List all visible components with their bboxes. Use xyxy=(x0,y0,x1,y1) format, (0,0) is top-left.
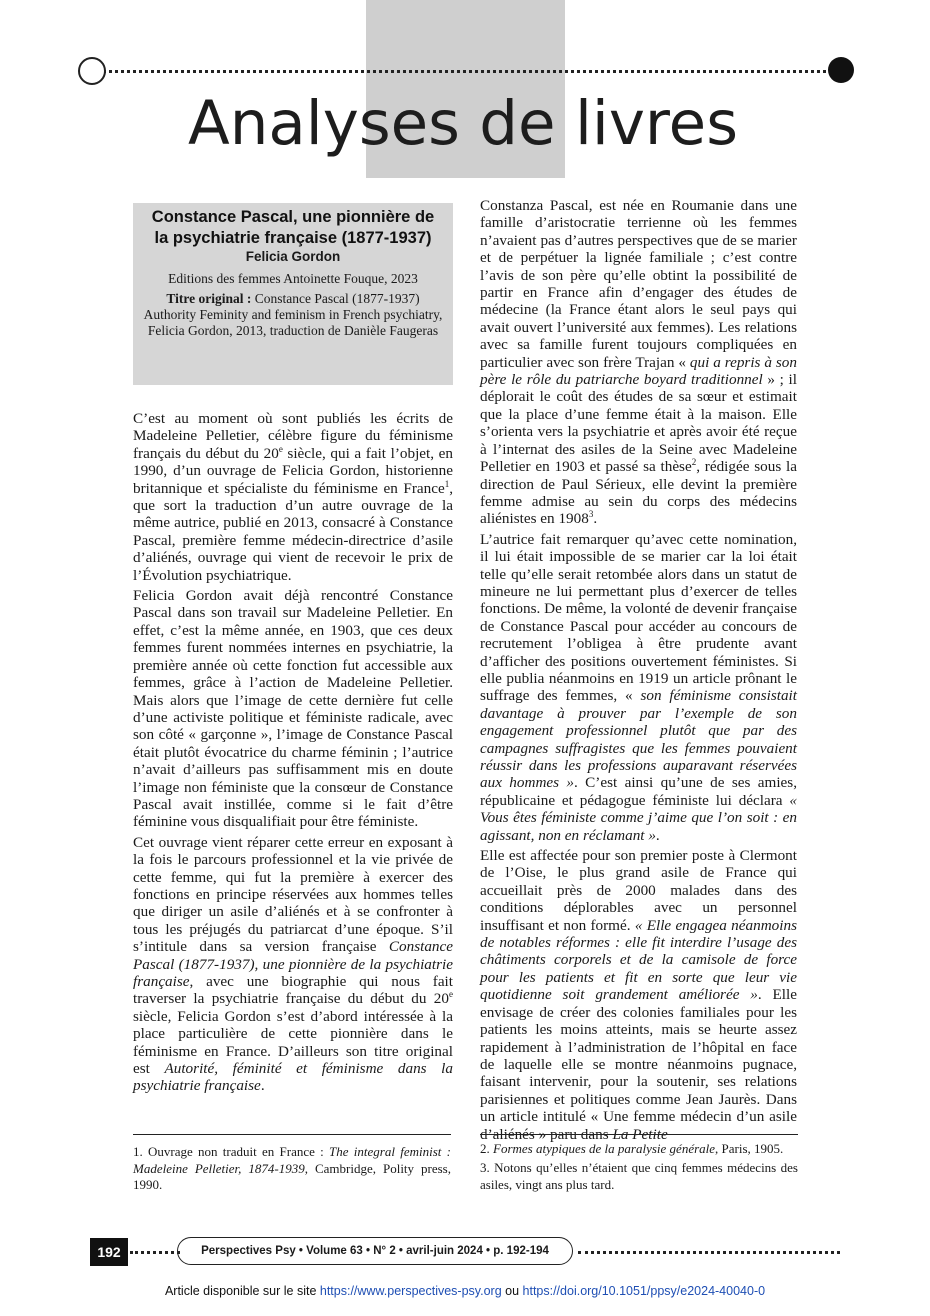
footnote-2: 2. Formes atypiques de la paralysie générale, Paris, 1905. xyxy=(480,1141,784,1156)
article-column-left xyxy=(133,410,453,1098)
paragraph: Constanza Pascal, est née en Roumanie dans une famille d’aristocratie terrienne où les femmes n’avaient pas d’autres perspectives que de se marier et de perpétuer la lignée familiale ; c’est contre l’avis de son père qu’elle obtint la possibilité de partir en France afin d’engager des études de médecine (la France étant alors le seul pays qui avait ouvert l’université aux femmes). Les relations avec sa famille furent toujours compliquées en particulier avec son frère Trajan « qui a repris à son père le rôle du patriarche boyard traditionnel » ; il déplorait le coût des études de sa sœur et estimait que la place d’une femme était à la maison. Elle s’orienta vers la psychiatrie et après avoir été reçue à l’internat des asiles de la Seine avec Madeleine Pelletier en 1903 et passé sa thèse$^2$, rédigée sous la direction de Paul Sérieux, elle devint la première femme admise au sein du corps des médecins aliénistes en 1908$^3$. xyxy=(480,197,798,528)
book-original-title xyxy=(143,291,443,339)
paragraph: C’est au moment où sont publiés les écrits de Madeleine Pelletier, célèbre figure du féminisme français du début du 20e siècle, qui a fait l’objet, en 1990, d’un ouvrage de Felicia Gordon, historienne britannique et spécialiste du féminisme en France$^1$, que sort la traduction d’un autre ouvrage de la même autrice, publié en 2013, consacré à Constance Pascal, première femme médecin-directrice d’asile d’aliénés, ouvrage qui vient de recevoir le prix de l’Évolution psychiatrique. xyxy=(133,410,453,584)
footer-dotted-rule-right xyxy=(578,1251,840,1254)
original-text: Constance Pascal (1877-1937) Authority Feminity and feminism in French psychiatry, Felicia Gordon, 2013, traduction de Danièle Faugeras xyxy=(143,291,443,338)
book-author: Felicia Gordon xyxy=(245,249,341,264)
section-title: Analyses de livres xyxy=(188,88,738,159)
availability-notice: Article disponible sur le site https://www.perspectives-psy.org ou https://doi.org/10.1051/ppsy/e2024-40040-0 xyxy=(164,1284,766,1298)
original-label: Titre original : xyxy=(166,291,252,306)
header-filled-circle xyxy=(828,57,854,83)
paragraph: L’autrice fait remarquer qu’avec cette nomination, il lui était impossible de se marier car la loi était telle qu’elle serait retombée alors dans un statut de mineure ne lui permettant plus d’exercer de telles fonctions. De même, la volonté de devenir française de Constance Pascal pour accéder au concours de recrutement l’obligea à être prudente avant d’afficher des positions ouvertement féministes. Si elle publia néanmoins en 1919 un article prônant le suffrage des femmes, « son féminisme consistait davantage à prouver par l’exemple de son engagement professionnel plutôt que par des campagnes suffragistes que les femmes pouvaient réussir dans les professions auparavant réservées aux hommes ». C’est ainsi qu’une de ses amies, républicaine et pédagogue féministe lui déclara « Vous êtes féministe comme j’aime que l’on soit : en agissant, non en réclamant ». xyxy=(480,530,797,844)
journal-site-link[interactable]: https://www.perspectives-psy.org xyxy=(319,1284,502,1298)
footer-dotted-rule-left xyxy=(130,1251,180,1254)
paragraph: Elle est affectée pour son premier poste à Clermont de l’Oise, le plus grand asile de France qui accueillait près de 2000 malades dans des conditions déplorables avec un personnel insuffisant et non formé. « Elle engagea néanmoins de notables réformes : elle fit interdire l’usage des châtiments corporels et de la camisole de force pour les patients et fit en sorte que leur vie quotidienne soit grandement améliorée ». Elle envisage de créer des colonies familiales pour les patients les moins atteints, mais se heurte assez rapidement à l’administration de l’hôpital en face de laquelle elle se montre néanmoins pugnace, faisant intervenir, pour la soutenir, ses relations parisiennes et politiques comme Jean Jaurès. Dans un article intitulé « Une femme médecin d’un asile d’aliénés » paru dans La Petite xyxy=(480,847,797,1143)
paragraph: Cet ouvrage vient réparer cette erreur en exposant à la fois le parcours professionnel et la vie privée de cette femme, qui fut la première à exercer des fonctions en principe réservées aux hommes telles que diriger un asile d’aliénés et à se confronter à tous les préjugés du patriarcat d’une époque. S’il s’intitule dans sa version française Constance Pascal (1877-1937), une pionnière de la psychiatrie française, avec une biographie qui nous fait traverser la psychiatrie française du début du 20e siècle, Felicia Gordon s’est d’abord intéressée à la place particulière de cette pionnière dans le féminisme en France. D’ailleurs son titre original est Autorité, féminité et féminisme dans la psychiatrie française. xyxy=(133,833,453,1095)
article-column-right xyxy=(480,197,797,1146)
book-reference-box xyxy=(133,203,453,385)
footnote-rule-left xyxy=(133,1134,451,1135)
paragraph: Felicia Gordon avait déjà rencontré Constance Pascal dans son travail sur Madeleine Pelletier. En effet, c’est la même année, en 1903, que ces deux femmes furent nommées internes en psychiatrie, la première année où cette fonction fut accessible aux femmes, grâce à l’action de Madeleine Pelletier. Mais alors que l’image de cette dernière fut celle d’une activiste politique et féministe radicale, avec son côté « garçonne », l’image de Constance Pascal était plutôt évocatrice du charme féminin ; l’autrice n’avait d’ailleurs pas suffisamment mis en doute l’image non féministe que la consœur de Constance Pascal avait instillée, comme si le fait d’être féminine vous disqualifiait pour être féministe. xyxy=(133,587,453,831)
book-title: Constance Pascal, une pionnière de la psychiatrie française (1877-1937) xyxy=(151,208,435,247)
doi-link[interactable]: https://doi.org/10.1051/ppsy/e2024-40040-0 xyxy=(522,1284,766,1298)
book-editor: Editions des femmes Antoinette Fouque, 2023 xyxy=(168,271,418,286)
footnote-3: 3. Notons qu’elles n’étaient que cinq femmes médecins des asiles, vingt ans plus tard. xyxy=(480,1160,798,1192)
header-dotted-rule xyxy=(90,70,840,73)
journal-citation: Perspectives Psy • Volume 63 • N° 2 • avril-juin 2024 • p. 192-194 xyxy=(177,1237,573,1265)
footnote-rule-right xyxy=(480,1134,798,1135)
footnote-1: 1. Ouvrage non traduit en France : The integral feminist : Madeleine Pelletier, 1874-1939, Cambridge, Polity press, 1990. xyxy=(133,1144,451,1192)
page-number: 192 xyxy=(90,1238,128,1266)
header-open-circle xyxy=(78,57,106,85)
